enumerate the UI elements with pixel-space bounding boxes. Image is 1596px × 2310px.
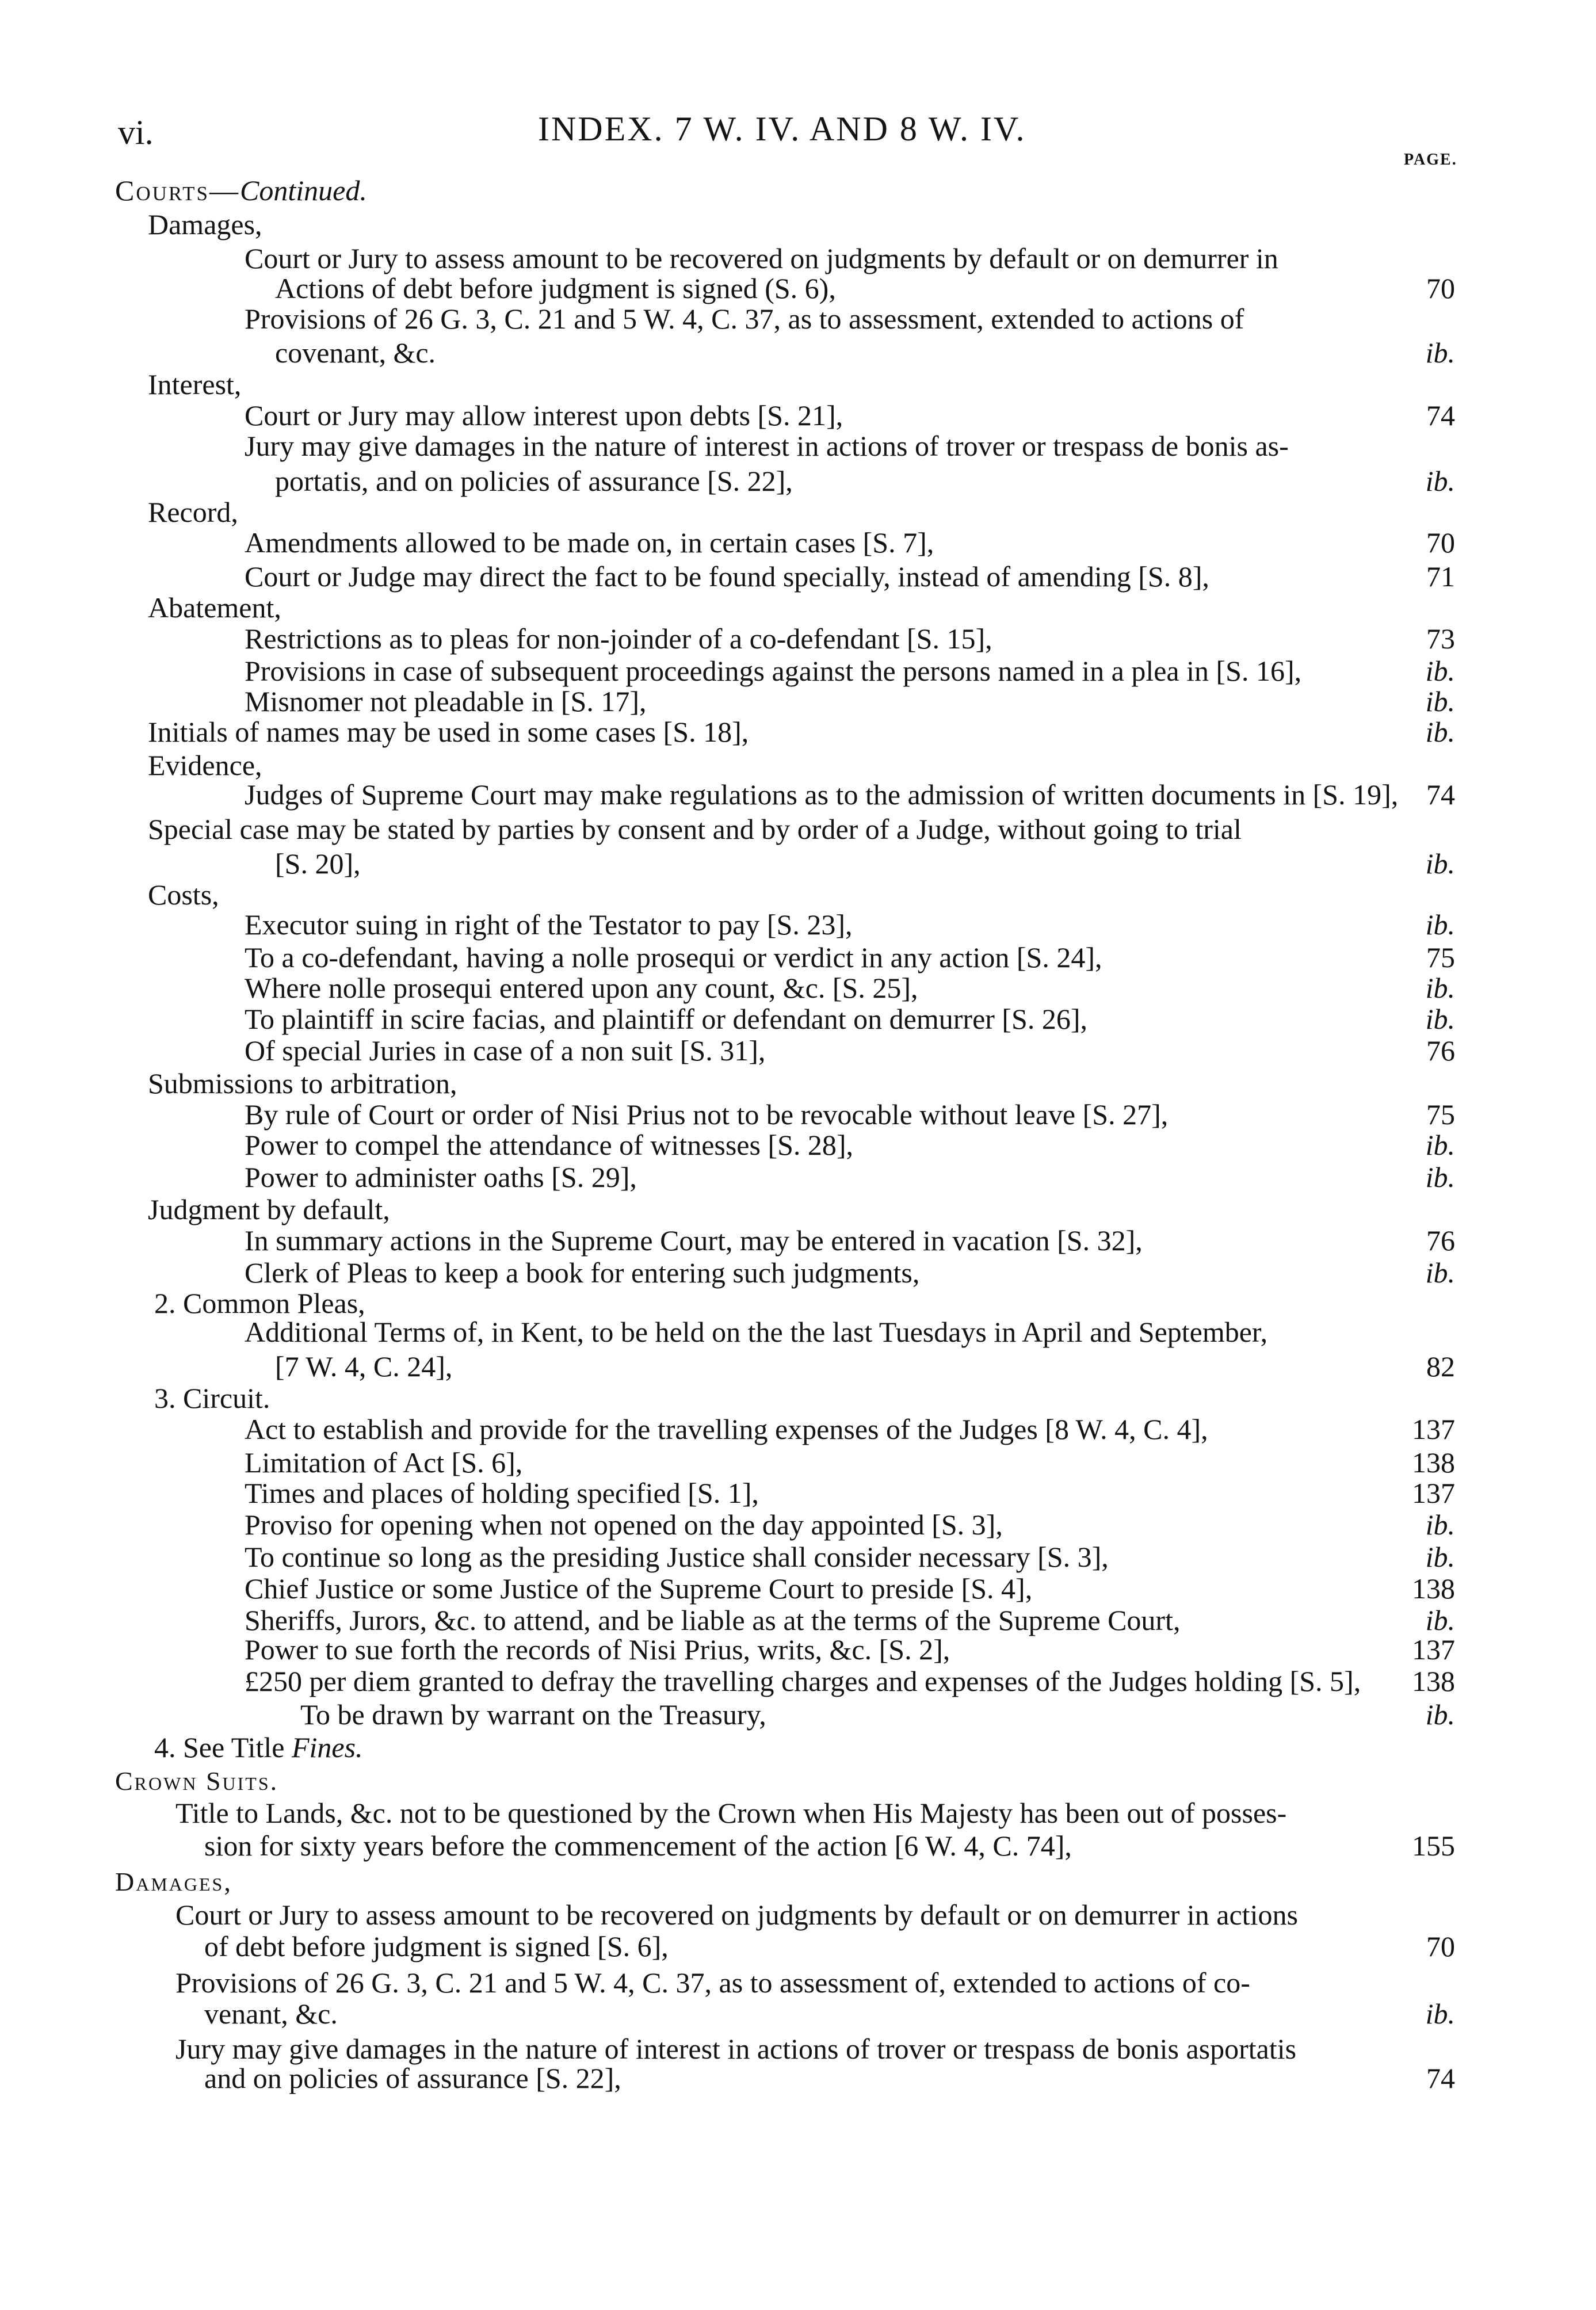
index-entry: Judgment by default, (148, 1193, 390, 1225)
index-entry: Abatement, (148, 591, 281, 624)
page-reference: 74 (1426, 778, 1455, 811)
index-entry: 2. Common Pleas, (154, 1287, 365, 1319)
page-reference: 155 (1412, 1830, 1455, 1862)
page-reference: 70 (1426, 272, 1455, 304)
index-entry: Initials of names may be used in some cases [S. 18], (148, 716, 749, 748)
page-reference: ib. (1425, 655, 1455, 687)
page-reference: 137 (1412, 1633, 1455, 1666)
index-entry: Interest, (148, 368, 242, 400)
index-entry: Misnomer not pleadable in [S. 17], (245, 685, 647, 717)
page-reference: ib. (1425, 1698, 1455, 1731)
page-reference: ib. (1425, 465, 1455, 497)
index-entry: of debt before judgment is signed [S. 6], (204, 1930, 669, 1962)
index-entry: Actions of debt before judgment is signed (S. 6), (275, 272, 836, 304)
index-entry: sion for sixty years before the commencement of the action [6 W. 4, C. 74], (204, 1830, 1072, 1862)
page-reference: ib. (1425, 716, 1455, 748)
page-reference: ib. (1425, 685, 1455, 717)
index-entry: Amendments allowed to be made on, in certain cases [S. 7], (245, 526, 934, 559)
index-entry: Evidence, (148, 749, 262, 781)
index-entry: Where nolle prosequi entered upon any count, &c. [S. 25], (245, 972, 918, 1004)
index-entry: Court or Jury to assess amount to be recovered on judgments by default or on demurrer in actions (175, 1899, 1298, 1931)
index-entry: Act to establish and provide for the travelling expenses of the Judges [8 W. 4, C. 4], (245, 1413, 1208, 1445)
index-entry: Special case may be stated by parties by consent and by order of a Judge, without going to trial (148, 813, 1242, 845)
index-entry: Chief Justice or some Justice of the Supreme Court to preside [S. 4], (245, 1572, 1033, 1605)
index-entry: and on policies of assurance [S. 22], (204, 2062, 621, 2094)
index-entry: Clerk of Pleas to keep a book for entering such judgments, (245, 1257, 920, 1289)
page-reference: 70 (1426, 526, 1455, 559)
page-reference: 74 (1426, 399, 1455, 432)
index-entry: Costs, (148, 879, 219, 911)
page-reference: ib. (1425, 1161, 1455, 1193)
page-reference: ib. (1425, 1541, 1455, 1573)
page-reference: ib. (1425, 1509, 1455, 1541)
index-entry: Court or Jury to assess amount to be recovered on judgments by default or on demurrer in (245, 242, 1278, 274)
index-entry: Jury may give damages in the nature of interest in actions of trover or trespass de bonis asportatis (175, 2033, 1297, 2065)
page-reference: 138 (1412, 1665, 1455, 1697)
index-entry: Submissions to arbitration, (148, 1067, 457, 1099)
index-entry: In summary actions in the Supreme Court, may be entered in vacation [S. 32], (245, 1224, 1143, 1257)
index-entry: By rule of Court or order of Nisi Prius not to be revocable without leave [S. 27], (245, 1098, 1169, 1131)
index-entry: To plaintiff in scire facias, and plaintiff or defendant on demurrer [S. 26], (245, 1003, 1088, 1035)
page-reference: 76 (1426, 1224, 1455, 1257)
page-reference: ib. (1425, 1003, 1455, 1035)
page-reference: 138 (1412, 1446, 1455, 1479)
page-reference: 137 (1412, 1477, 1455, 1509)
page-reference: ib. (1425, 1604, 1455, 1636)
index-entry: Limitation of Act [S. 6], (245, 1446, 523, 1479)
index-entry: Provisions in case of subsequent proceedings against the persons named in a plea in [S. 16], (245, 655, 1302, 687)
index-entry: Judges of Supreme Court may make regulations as to the admission of written documents in [S. 19], (245, 778, 1399, 811)
index-entry: £250 per diem granted to defray the travelling charges and expenses of the Judges holding [S. 5], (245, 1665, 1361, 1697)
index-entry: Damages, (148, 208, 262, 240)
index-entry: Sheriffs, Jurors, &c. to attend, and be liable as at the terms of the Supreme Court, (245, 1604, 1181, 1636)
index-entry: [S. 20], (275, 847, 361, 880)
page-reference: ib. (1425, 1129, 1455, 1161)
page-reference: 76 (1426, 1034, 1455, 1067)
index-entry: Executor suing in right of the Testator to pay [S. 23], (245, 908, 853, 941)
index-entry: portatis, and on policies of assurance [S. 22], (275, 465, 793, 497)
index-entry: Damages, (115, 1867, 232, 1896)
index-entry: Power to administer oaths [S. 29], (245, 1161, 637, 1193)
index-entry: Courts—Continued. (115, 174, 367, 207)
page-reference: 137 (1412, 1413, 1455, 1445)
index-entry: To continue so long as the presiding Justice shall consider necessary [S. 3], (245, 1541, 1109, 1573)
index-entry: Title to Lands, &c. not to be questioned by the Crown when His Majesty has been out of posses- (175, 1797, 1287, 1829)
page-reference: ib. (1425, 1257, 1455, 1289)
index-entry: Restrictions as to pleas for non-joinder of a co-defendant [S. 15], (245, 623, 992, 655)
index-entry: 4. See Title Fines. (154, 1731, 363, 1763)
index-entry: Provisions of 26 G. 3, C. 21 and 5 W. 4, C. 37, as to assessment, extended to actions of (245, 303, 1244, 335)
index-entry: Of special Juries in case of a non suit [S. 31], (245, 1034, 766, 1067)
page-title: INDEX. 7 W. IV. AND 8 W. IV. (538, 110, 1026, 148)
page-reference: 74 (1426, 2062, 1455, 2094)
index-entry: Power to compel the attendance of witnesses [S. 28], (245, 1129, 854, 1161)
page-reference: ib. (1425, 337, 1455, 369)
index-entry: Court or Judge may direct the fact to be found specially, instead of amending [S. 8], (245, 560, 1209, 593)
index-entry: Jury may give damages in the nature of interest in actions of trover or trespass de bonis as- (245, 430, 1289, 462)
page-number: vi. (118, 113, 154, 151)
index-entry: Provisions of 26 G. 3, C. 21 and 5 W. 4, C. 37, as to assessment of, extended to actions of co- (175, 1967, 1250, 1999)
page-reference: 75 (1426, 941, 1455, 973)
index-entry: Additional Terms of, in Kent, to be held on the the last Tuesdays in April and September, (245, 1316, 1268, 1348)
index-entry: Crown Suits. (115, 1766, 279, 1796)
index-entry: [7 W. 4, C. 24], (275, 1350, 453, 1383)
index-entry: To be drawn by warrant on the Treasury, (300, 1698, 766, 1731)
index-entry: Power to sue forth the records of Nisi Prius, writs, &c. [S. 2], (245, 1633, 950, 1666)
index-entry: Court or Jury may allow interest upon debts [S. 21], (245, 399, 843, 432)
page-reference: 75 (1426, 1098, 1455, 1131)
page-reference: ib. (1425, 1998, 1455, 2030)
page-reference: ib. (1425, 972, 1455, 1004)
page-reference: 70 (1426, 1930, 1455, 1962)
page-reference: 138 (1412, 1572, 1455, 1605)
index-entry: covenant, &c. (275, 337, 436, 369)
page-reference: 73 (1426, 623, 1455, 655)
page-reference: ib. (1425, 847, 1455, 880)
index-entry: 3. Circuit. (154, 1382, 270, 1414)
page-reference: 82 (1426, 1350, 1455, 1383)
index-entry: venant, &c. (204, 1998, 338, 2030)
index-entry: Proviso for opening when not opened on the day appointed [S. 3], (245, 1509, 1003, 1541)
page-reference: 71 (1426, 560, 1455, 593)
page-reference: ib. (1425, 908, 1455, 941)
index-entry: Record, (148, 496, 238, 528)
index-entry: Times and places of holding specified [S. 1], (245, 1477, 759, 1509)
index-entry: To a co-defendant, having a nolle prosequi or verdict in any action [S. 24], (245, 941, 1102, 973)
page-column-label: PAGE. (1404, 151, 1457, 169)
